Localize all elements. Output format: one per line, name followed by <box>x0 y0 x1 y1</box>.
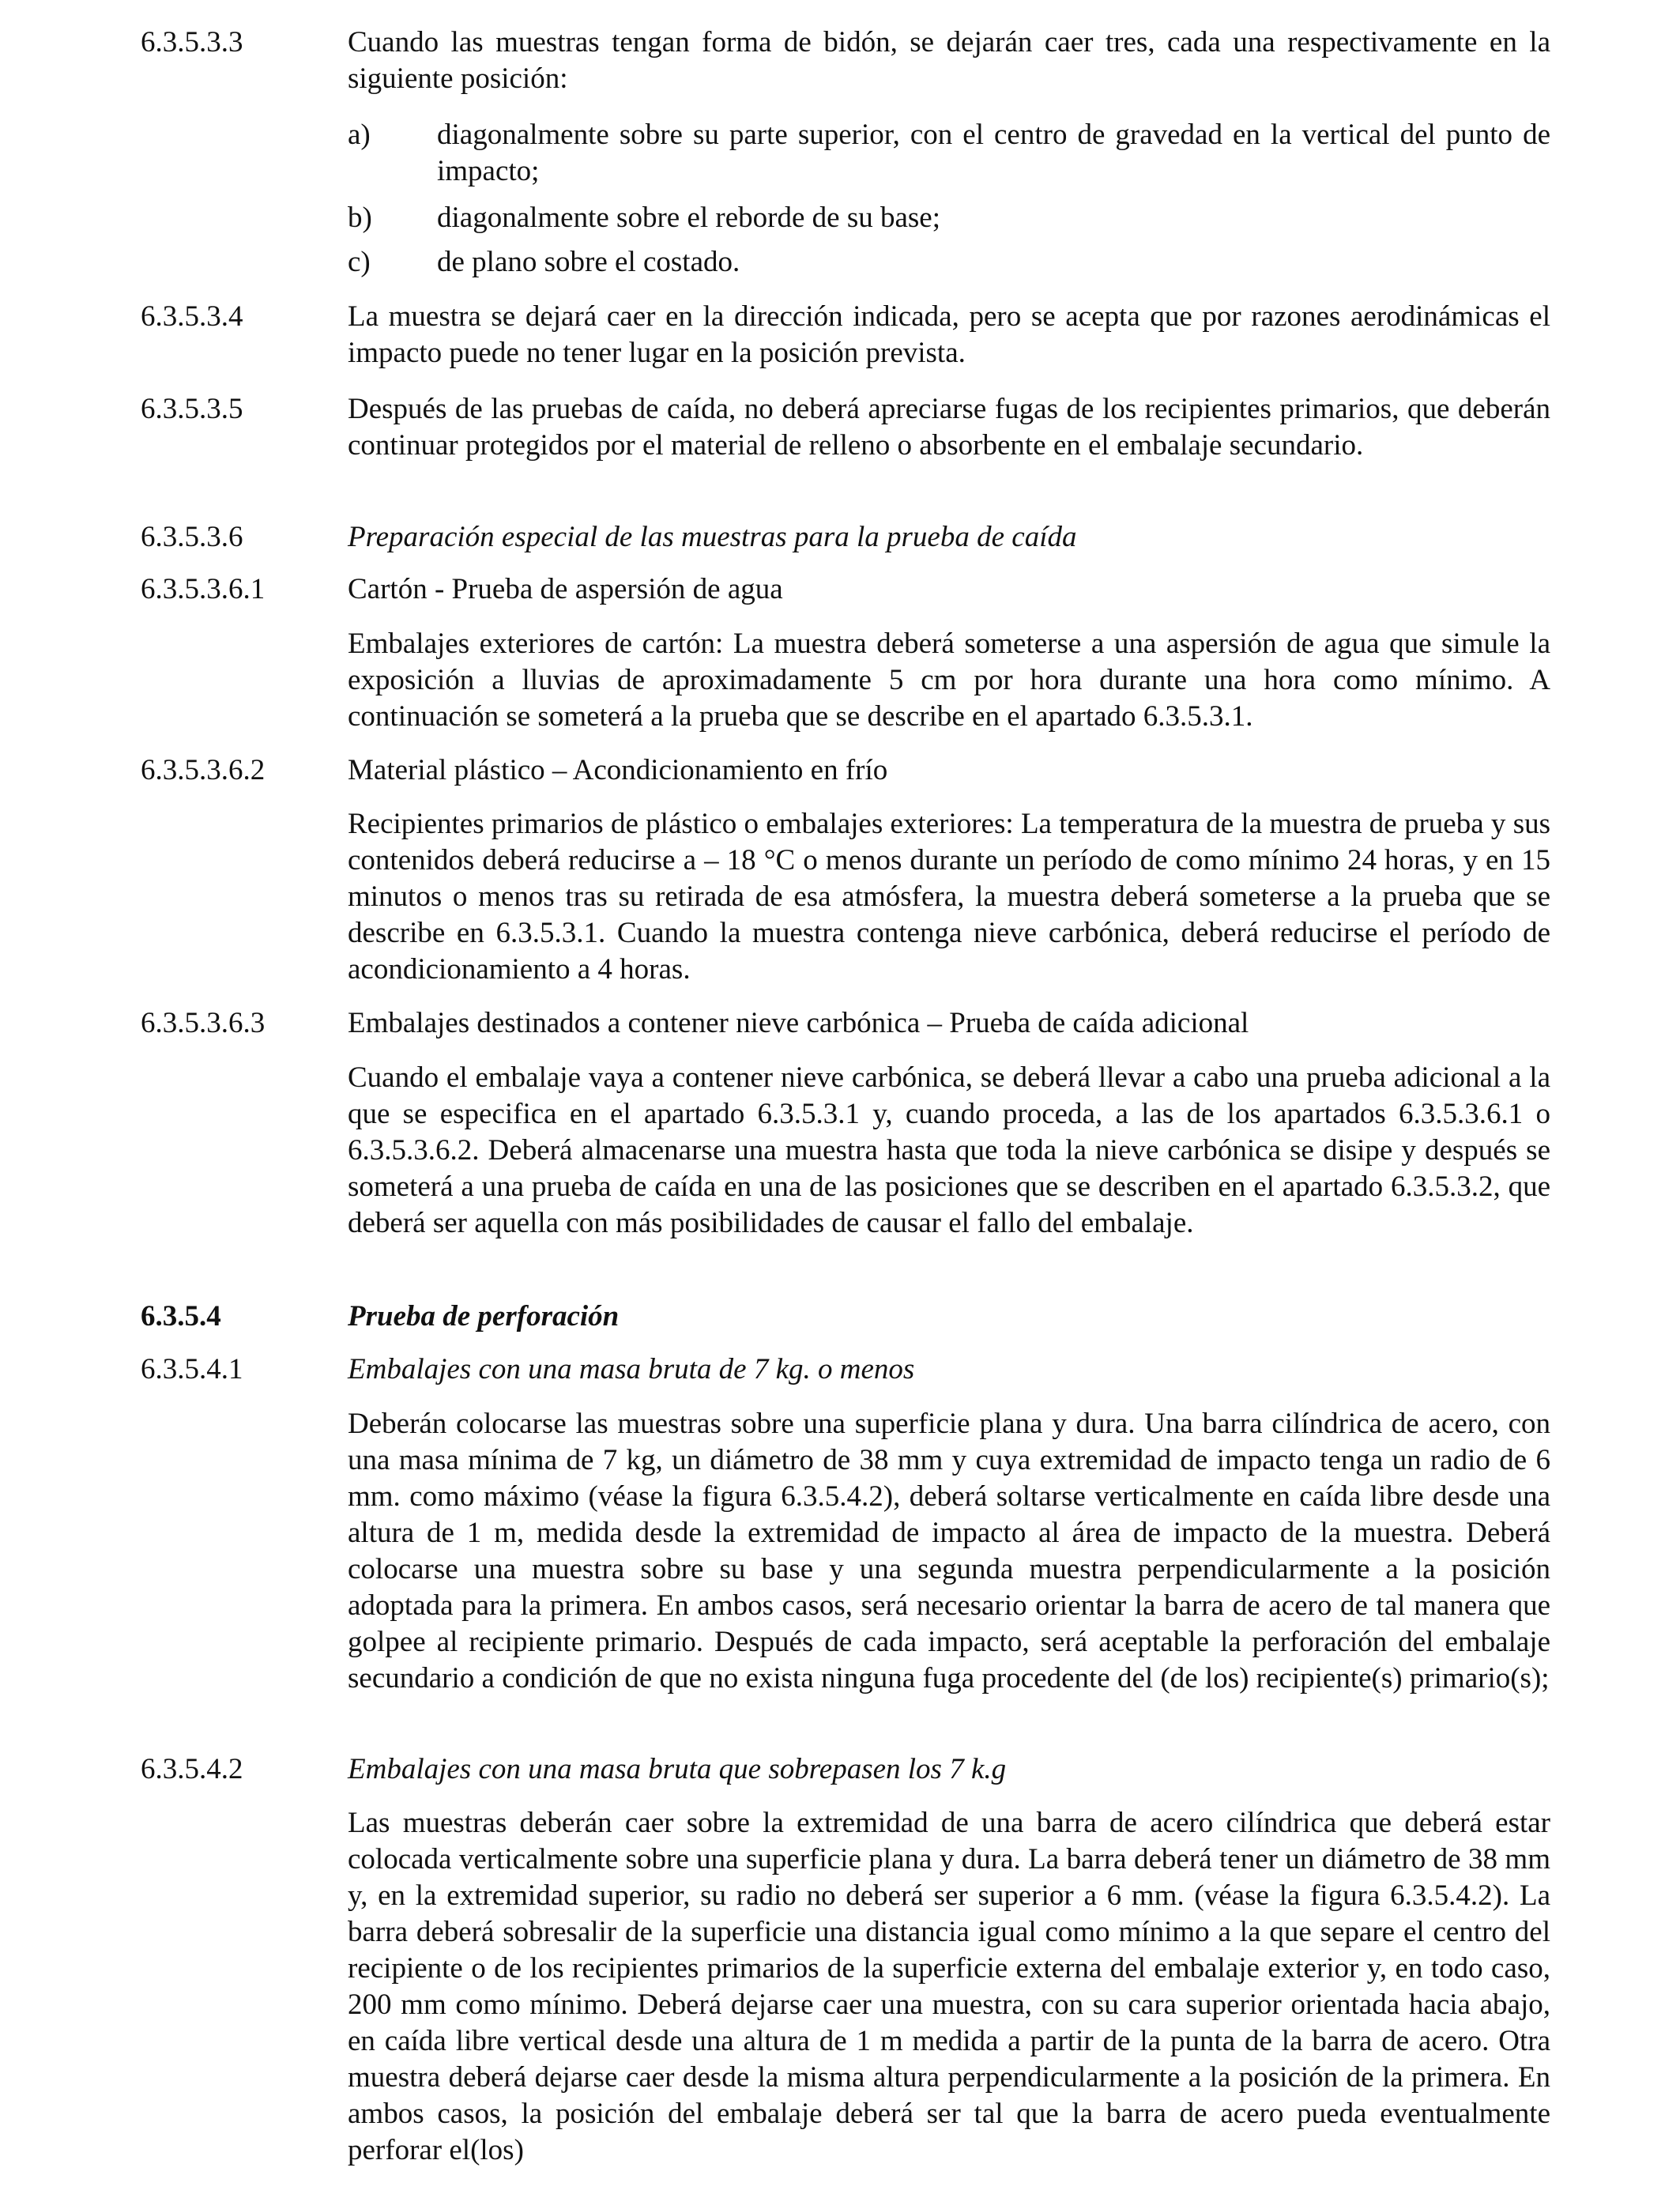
paragraph: Deberán colocarse las muestras sobre una superficie plana y dura. Una barra cilíndrica de acero, con una masa mínima de 7 kg, un diámetro de 38 mm y cuya extremidad de impacto tenga un radio de 6 mm. como máximo (véase la figura 6.3.5.4.2), deberá soltarse verticalmente en caída libre desde una altura de 1 m, medida desde la extremidad de impacto al área de impacto de la muestra. Deberá colocarse una muestra sobre su base y una segunda muestra perpendicularmente a la posición adoptada para la primera. En ambos casos, será necesario orientar la barra de acero de tal manera que golpee al recipiente primario. Después de cada impacto, será aceptable la perforación del embalaje secundario a condición de que no exista ninguna fuga procedente del (de los) recipiente(s) primario(s); <box>348 1408 1550 1695</box>
section-number: 6.3.5.3.6 <box>141 521 243 553</box>
section-number: 6.3.5.4.2 <box>141 1753 243 1785</box>
list-label: c) <box>348 246 371 278</box>
section-heading: Embalajes con una masa bruta de 7 kg. o menos <box>348 1353 915 1385</box>
section-number: 6.3.5.3.3 <box>141 26 243 58</box>
section-number: 6.3.5.3.6.3 <box>141 1007 266 1039</box>
section-heading: Prueba de perforación <box>348 1300 620 1333</box>
section-heading: Cartón - Prueba de aspersión de agua <box>348 573 783 605</box>
section-number: 6.3.5.3.4 <box>141 300 243 333</box>
paragraph: La muestra se dejará caer en la dirección indicada, pero se acepta que por razones aerodinámicas el impacto puede no tener lugar en la posición prevista. <box>348 300 1550 369</box>
section-heading: Embalajes destinados a contener nieve carbónica – Prueba de caída adicional <box>348 1007 1249 1039</box>
list-item: diagonalmente sobre el reborde de su base; <box>437 202 940 234</box>
section-number: 6.3.5.4 <box>141 1300 221 1333</box>
section-heading: Preparación especial de las muestras para la prueba de caída <box>348 521 1077 553</box>
paragraph: Embalajes exteriores de cartón: La muestra deberá someterse a una aspersión de agua que simule la exposición a lluvias de aproximadamente 5 cm por hora durante una hora como mínimo. A continuación se someterá a la prueba que se describe en el apartado 6.3.5.3.1. <box>348 628 1550 733</box>
list-item: diagonalmente sobre su parte superior, con el centro de gravedad en la vertical del punto de impacto; <box>437 119 1550 187</box>
list-item: de plano sobre el costado. <box>437 246 740 278</box>
paragraph: Recipientes primarios de plástico o embalajes exteriores: La temperatura de la muestra de prueba y sus contenidos deberá reducirse a – 18 °C o menos durante un período de como mínimo 24 horas, y en 15 minutos o menos tras su retirada de esa atmósfera, la muestra deberá someterse a la prueba que se describe en 6.3.5.3.1. Cuando la muestra contenga nieve carbónica, deberá reducirse el período de acondicionamiento a 4 horas. <box>348 808 1550 986</box>
section-number: 6.3.5.3.5 <box>141 393 243 425</box>
section-number: 6.3.5.3.6.2 <box>141 754 266 786</box>
list-label: a) <box>348 119 371 151</box>
paragraph: Las muestras deberán caer sobre la extremidad de una barra de acero cilíndrica que deberá estar colocada verticalmente sobre una superficie plana y dura. La barra deberá tener un diámetro de 38 mm y, en la extremidad superior, su radio no deberá ser superior a 6 mm. (véase la figura 6.3.5.4.2). La barra deberá sobresalir de la superficie una distancia igual como mínimo a la que separe el centro del recipiente o de los recipientes primarios de la superficie externa del embalaje exterior y, en todo caso, 200 mm como mínimo. Deberá dejarse caer una muestra, con su cara superior orientada hacia abajo, en caída libre vertical desde una altura de 1 m medida a partir de la punta de la barra de acero. Otra muestra deberá dejarse caer desde la misma altura perpendicularmente a la posición de la primera. En ambos casos, la posición del embalaje deberá ser tal que la barra de acero pueda eventualmente perforar el(los) <box>348 1807 1550 2166</box>
section-number: 6.3.5.3.6.1 <box>141 573 266 605</box>
paragraph: Cuando las muestras tengan forma de bidón, se dejarán caer tres, cada una respectivamente en la siguiente posición: <box>348 26 1550 95</box>
paragraph: Después de las pruebas de caída, no deberá apreciarse fugas de los recipientes primarios, que deberán continuar protegidos por el material de relleno o absorbente en el embalaje secundario. <box>348 393 1550 462</box>
list-label: b) <box>348 202 372 234</box>
section-heading: Embalajes con una masa bruta que sobrepasen los 7 k.g <box>348 1753 1007 1785</box>
section-heading: Material plástico – Acondicionamiento en frío <box>348 754 888 786</box>
section-number: 6.3.5.4.1 <box>141 1353 243 1385</box>
paragraph: Cuando el embalaje vaya a contener nieve carbónica, se deberá llevar a cabo una prueba adicional a la que se especifica en el apartado 6.3.5.3.1 y, cuando proceda, a las de los apartados 6.3.5.3.6.1 o 6.3.5.3.6.2. Deberá almacenarse una muestra hasta que toda la nieve carbónica se disipe y después se someterá a una prueba de caída en una de las posiciones que se describen en el apartado 6.3.5.3.2, que deberá ser aquella con más posibilidades de causar el fallo del embalaje. <box>348 1061 1550 1239</box>
